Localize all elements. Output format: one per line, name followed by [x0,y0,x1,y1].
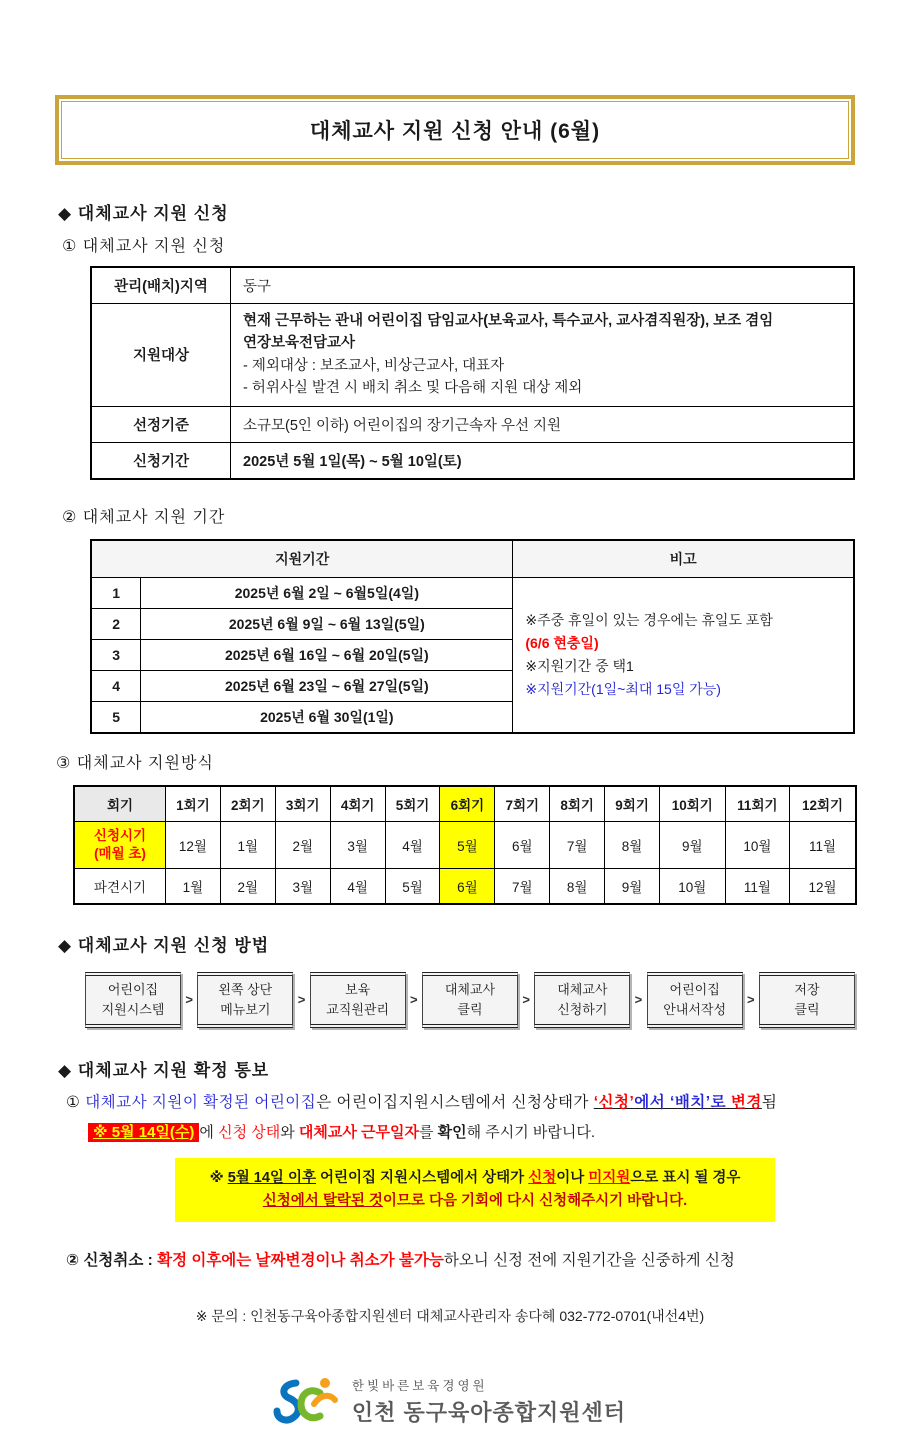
row-no: 2 [91,608,141,639]
cancel-text: 하오니 신정 전에 지원기간을 신중하게 신청 [443,1252,735,1270]
status-changed: 변경 [726,1093,762,1111]
table-header-row [74,786,856,822]
support-method-table [73,785,857,905]
notice-text: 이나 [556,1169,589,1186]
col-header: 11회기 [725,786,790,822]
footer [0,1372,900,1430]
flow-step-line: 왼쪽 상단 [218,982,273,998]
flow-step-line: 교직원관리 [326,1001,390,1017]
notice-document [0,95,900,1425]
col-header: 9회기 [605,786,660,822]
col-header: 5회기 [385,786,440,822]
col-header: 4회기 [330,786,385,822]
table-row [91,406,854,442]
corner-header: 회기 [74,786,166,822]
col-header: 1회기 [166,786,221,822]
table-row [91,442,854,479]
flow-arrow-icon: > [634,992,643,1008]
row-no: 3 [91,639,141,670]
status-applied: 신청 [528,1169,557,1186]
row-period: 2025년 6월 2일 ~ 6월5일(4일) [141,577,513,608]
row-value-region: 동구 [231,267,855,304]
table-row [91,577,854,608]
row-no: 4 [91,670,141,701]
confirm-text: 확인 [437,1123,467,1141]
row-period: 2025년 6월 16일 ~ 6월 20일(5일) [141,639,513,670]
confirm-text: 를 [418,1123,438,1141]
table-header-row [91,540,854,578]
target-line: - 허위사실 발견 시 배치 취소 및 다음해 지원 대상 제외 [243,380,583,397]
flow-step-line: 저장 [794,982,820,998]
month-cell: 10월 [725,821,790,868]
confirm-text: 에 [199,1123,219,1141]
check-status-text: 신청 상태 [218,1123,281,1141]
col-header: 3회기 [275,786,330,822]
month-cell: 9월 [605,868,660,904]
notice-text: 이므로 다음 기회에 다시 신청해주시기 바랍니다. [382,1193,688,1210]
month-cell: 8월 [550,868,605,904]
note-line: ※주중 휴일이 있는 경우에는 휴일도 포함 [525,611,773,628]
flow-step-line: 지원시스템 [101,1001,165,1017]
target-line: 현재 근무하는 관내 어린이집 담임교사(보육교사, 특수교사, 교사겸직원장), 보조 겸임 [243,313,774,329]
org-name-small: 한빛바른보육경영원 [351,1378,488,1393]
row-label-period: 신청기간 [91,442,231,479]
org-name-large: 인천 동구육아종합지원센터 [351,1399,627,1425]
cancel-label: 신청취소 : [83,1252,158,1270]
row-label-target: 지원대상 [91,304,231,407]
row-no: 5 [91,701,141,733]
notice-date: 5월 14일 이후 [227,1169,316,1186]
flow-step-system [85,972,181,1028]
note-line: ※지원기간 중 택1 [525,657,634,674]
apply-time-label-line: (매월 초) [94,845,146,861]
month-cell-current: 6월 [440,868,495,904]
note-line-holiday: (6/6 현충일) [525,634,599,651]
month-cell: 8월 [605,821,660,868]
month-cell: 11월 [790,821,856,868]
flow-step-line: 어린이집 [669,982,720,998]
flow-step-guide-write [647,972,743,1028]
step-2-label: ② 대체교사 지원 기간 [62,508,226,526]
table-row [91,267,854,304]
notice-text: 신청에서 탈락된 것 [262,1193,383,1210]
month-cell: 5월 [385,868,440,904]
month-cell: 1월 [166,868,221,904]
month-cell: 6월 [495,821,550,868]
apply-info-table [90,266,855,480]
month-cell: 7월 [550,821,605,868]
col-header: 12회기 [790,786,856,822]
cancel-warning: 확정 이후에는 날짜변경이나 취소가 불가능 [157,1252,444,1270]
month-cell: 2월 [220,868,275,904]
notice-text: 으로 표시 될 경우 [630,1169,741,1186]
notice-box [175,1158,775,1222]
col-header: 2회기 [220,786,275,822]
flow-step-substitute-click [422,972,518,1028]
status-placed: 에서 ‘배치’로 [634,1093,727,1111]
col-header: 8회기 [550,786,605,822]
notice-line-2 [183,1190,767,1213]
col-header: 10회기 [660,786,726,822]
notice-line-1 [183,1167,767,1190]
work-date-text: 대체교사 근무일자 [298,1123,419,1141]
confirm-text: 은 어린이집지원시스템에서 신청상태가 [316,1093,594,1111]
month-cell: 1월 [220,821,275,868]
month-cell: 3월 [330,821,385,868]
col-header-current: 6회기 [440,786,495,822]
flow-step-staff-mgmt [310,972,406,1028]
title-box [55,95,855,165]
notice-text: 어린이집 지원시스템에서 상태가 [315,1169,529,1186]
confirm-text: 해 주시기 바랍니다. [466,1123,596,1141]
target-line: 연장보육전담교사 [243,335,356,352]
dispatch-time-row [74,868,856,904]
confirm-line-2 [88,1121,900,1142]
col-header-period: 지원기간 [91,540,513,578]
row-period: 2025년 6월 9일 ~ 6월 13일(5일) [141,608,513,639]
target-line: - 제외대상 : 보조교사, 비상근교사, 대표자 [243,357,505,374]
flow-step-line: 안내서작성 [663,1001,727,1017]
flow-step-line: 대체교사 [444,982,496,998]
row-value-period: 2025년 5월 1일(목) ~ 5월 10일(토) [231,442,855,479]
contact-line: ※ 문의 : 인천동구육아종합지원센터 대체교사관리자 송다혜 032-772-0701(내선4번) [195,1308,705,1325]
row-period: 2025년 6월 23일 ~ 6월 27일(5일) [141,670,513,701]
flow-arrow-icon: > [185,992,193,1008]
table-row [91,304,854,407]
row-period: 2025년 6월 30일(1일) [141,701,513,733]
flow-arrow-icon: > [410,992,418,1008]
flow-step-line: 어린이집 [107,982,159,998]
apply-time-label [74,821,166,868]
support-period-table [90,539,855,734]
month-cell: 10월 [660,868,726,904]
flow-arrow-icon: > [522,992,530,1008]
row-value-target [231,304,855,407]
row-no: 1 [91,577,141,608]
confirm-text: 됨 [761,1093,778,1111]
flow-step-line: 신청하기 [557,1001,608,1017]
col-header: 7회기 [495,786,550,822]
howto-flow [85,972,855,1028]
month-cell: 12월 [790,868,856,904]
section-heading-howto: ◆ 대체교사 지원 신청 방법 [58,935,270,955]
flow-step-save [759,972,855,1028]
flow-step-apply [534,972,630,1028]
dispatch-time-label: 파견시기 [74,868,166,904]
page-title: 대체교사 지원 신청 안내 (6월) [61,101,849,159]
line-number: ① [66,1093,86,1111]
confirm-highlight-blue: 대체교사 지원이 확정된 어린이집 [85,1093,317,1111]
section-heading-confirm: ◆ 대체교사 지원 확정 통보 [58,1060,270,1080]
date-badge: ※ 5월 14일(수) [88,1123,199,1142]
status-unsupported: 미지원 [588,1169,631,1186]
status-applied: ‘신청’ [593,1093,635,1111]
month-cell: 4월 [330,868,385,904]
apply-time-label-line: 신청시기 [93,828,147,844]
month-cell: 7월 [495,868,550,904]
month-cell-current: 5월 [440,821,495,868]
cancel-line [66,1248,900,1270]
sci-center-logo-icon [274,1372,342,1430]
month-cell: 9월 [660,821,726,868]
section-heading-apply: ◆ 대체교사 지원 신청 [58,204,229,223]
flow-step-line: 메뉴보기 [220,1001,271,1017]
flow-arrow-icon: > [297,992,306,1008]
col-header-note: 비고 [513,540,854,578]
flow-arrow-icon: > [747,992,755,1008]
month-cell: 4월 [385,821,440,868]
row-value-criteria: 소규모(5인 이하) 어린이집의 장기근속자 우선 지원 [231,406,855,442]
row-label-region: 관리(배치)지역 [91,267,231,304]
month-cell: 12월 [166,821,221,868]
month-cell: 3월 [275,868,330,904]
step-1-label: ① 대체교사 지원 신청 [62,238,226,255]
notice-text: ※ [209,1169,228,1186]
step-3-label: ③ 대체교사 지원방식 [56,754,214,772]
month-cell: 2월 [275,821,330,868]
month-cell: 11월 [725,868,790,904]
footer-org-names [352,1376,626,1427]
flow-step-line: 보육 [345,982,371,998]
apply-time-row [74,821,856,868]
confirm-line-1 [66,1090,900,1112]
flow-step-line: 대체교사 [557,982,608,998]
flow-step-menu [197,972,293,1028]
flow-step-line: 클릭 [457,1001,483,1017]
flow-step-line: 클릭 [794,1001,820,1017]
note-cell [513,577,854,733]
row-label-criteria: 선정기준 [91,406,231,442]
line-number: ② [66,1252,84,1270]
confirm-text: 와 [280,1123,299,1141]
note-line-range: ※지원기간(1일~최대 15일 가능) [525,680,721,697]
